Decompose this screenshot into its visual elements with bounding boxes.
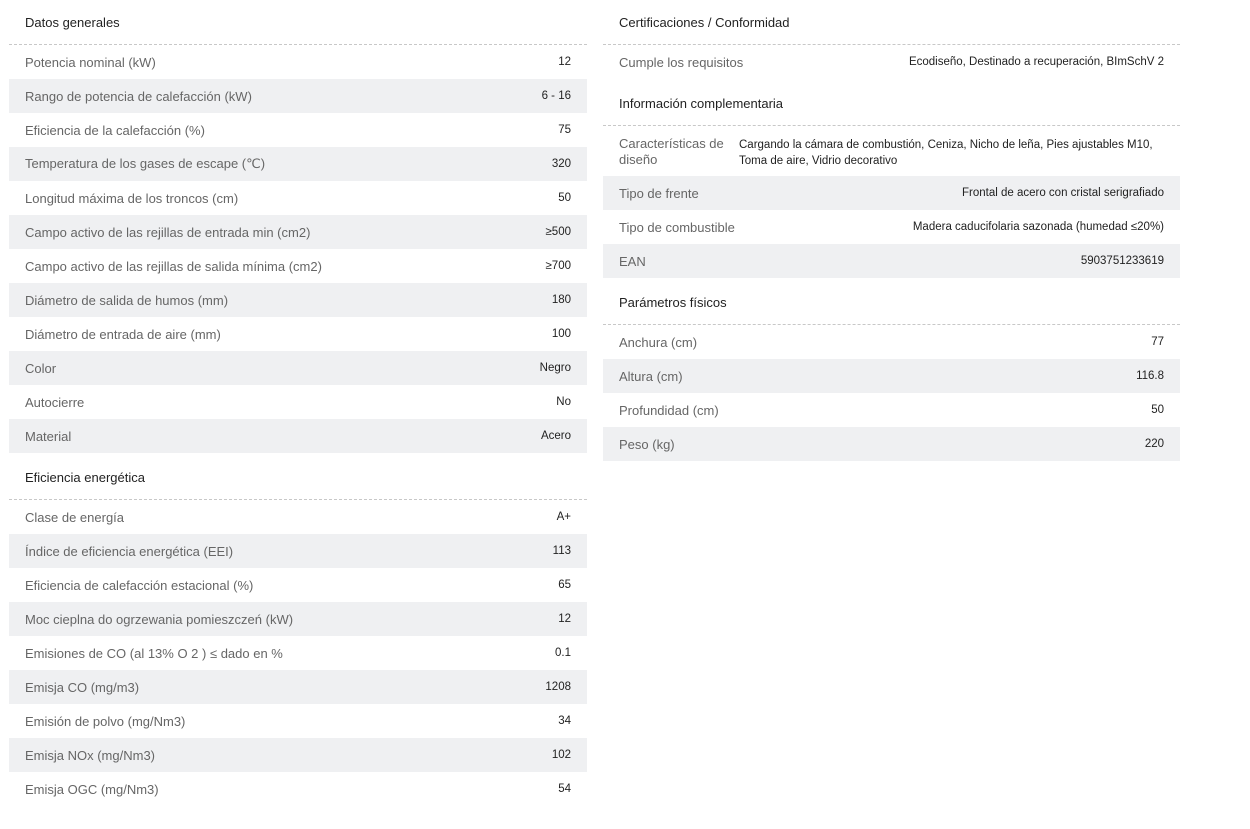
row-value: 6 - 16 (541, 90, 571, 102)
table-row (603, 325, 1180, 359)
table-row (9, 181, 587, 215)
row-label: Diámetro de entrada de aire (mm) (25, 326, 221, 342)
table-row (9, 772, 587, 806)
row-value: 50 (1151, 404, 1164, 416)
section-title-certificaciones: Certificaciones / Conformidad (603, 0, 1180, 45)
row-label: Diámetro de salida de humos (mm) (25, 292, 229, 308)
row-value: 54 (558, 783, 571, 795)
row-label: Profundidad (cm) (619, 402, 719, 418)
table-row (9, 602, 587, 636)
table-row (603, 176, 1180, 210)
row-value: 75 (558, 124, 571, 136)
row-label: Moc cieplna do ogrzewania pomieszczeń (kW) (25, 611, 294, 627)
table-row (9, 249, 587, 283)
row-value: 220 (1144, 438, 1164, 450)
row-label: Clase de energía (25, 509, 125, 525)
row-label: Eficiencia de la calefacción (%) (25, 122, 205, 138)
table-row (9, 351, 587, 385)
row-value: 5903751233619 (1080, 255, 1164, 267)
table-row (9, 147, 587, 181)
row-label: Tipo de frente (619, 185, 699, 201)
table-row (603, 244, 1180, 278)
table-row (9, 670, 587, 704)
row-value: Frontal de acero con cristal serigrafiado (962, 187, 1164, 199)
table-row (9, 534, 587, 568)
row-value: Negro (539, 362, 571, 374)
row-label: Emisja OGC (mg/Nm3) (25, 781, 159, 797)
row-label: Longitud máxima de los troncos (cm) (25, 190, 239, 206)
table-eficiencia-energetica (9, 500, 587, 806)
table-row (603, 210, 1180, 244)
table-row (9, 500, 587, 534)
row-label: Altura (cm) (619, 368, 683, 384)
table-row (9, 79, 587, 113)
row-value: 116.8 (1136, 370, 1164, 382)
row-label: Cumple los requisitos (619, 54, 744, 70)
row-value: 12 (558, 56, 571, 68)
row-label: Color (25, 360, 57, 376)
row-label: Características de diseño (619, 136, 724, 167)
table-row (603, 126, 1180, 176)
row-label: Peso (kg) (619, 436, 675, 452)
row-value: A+ (556, 511, 571, 523)
row-value: 180 (551, 294, 571, 306)
row-value: 1208 (545, 681, 571, 693)
table-row (9, 385, 587, 419)
row-label: Índice de eficiencia energética (EEI) (25, 543, 234, 559)
row-label: EAN (619, 253, 646, 269)
row-value: Cargando la cámara de combustión, Ceniza, Nicho de leña, Pies ajustables M10, Toma de aire, Vidrio decorativo (739, 139, 1153, 167)
table-informacion-complementaria (603, 126, 1180, 278)
row-value: ≥500 (545, 226, 571, 238)
right-column (603, 0, 1180, 461)
table-parametros-fisicos (603, 325, 1180, 461)
row-label: Eficiencia de calefacción estacional (%) (25, 577, 254, 593)
row-label: Tipo de combustible (619, 219, 735, 235)
table-row (603, 359, 1180, 393)
row-value: 65 (558, 579, 571, 591)
row-value: 102 (551, 749, 571, 761)
row-label: Temperatura de los gases de escape (℃) (25, 156, 266, 171)
row-value: Ecodiseño, Destinado a recuperación, BImSchV 2 (908, 56, 1164, 68)
row-value: 320 (551, 158, 571, 170)
row-label: Potencia nominal (kW) (25, 54, 156, 70)
row-label: Emisja CO (mg/m3) (25, 679, 140, 695)
row-label: Material (25, 428, 72, 444)
table-row (9, 738, 587, 772)
row-value: 12 (558, 613, 571, 625)
row-value: 34 (558, 715, 571, 727)
row-value: 50 (558, 192, 571, 204)
table-row (9, 419, 587, 453)
row-value: 100 (551, 328, 571, 340)
row-label: Emisiones de CO (al 13% O 2 ) ≤ dado en % (25, 645, 283, 661)
row-value: 77 (1151, 336, 1164, 348)
table-row (9, 215, 587, 249)
row-value: No (556, 396, 571, 408)
table-certificaciones (603, 45, 1180, 79)
table-datos-generales (9, 45, 587, 453)
row-label: Anchura (cm) (619, 334, 698, 350)
row-value: 113 (552, 545, 571, 557)
table-row (9, 283, 587, 317)
row-label: Emisión de polvo (mg/Nm3) (25, 713, 186, 729)
table-row (9, 568, 587, 602)
left-column (9, 0, 587, 806)
row-value: Madera caducifolaria sazonada (humedad ≤20%) (912, 221, 1164, 233)
table-row (9, 317, 587, 351)
table-row (9, 45, 587, 79)
row-value: Acero (540, 430, 571, 442)
section-title-informacion-complementaria: Información complementaria (603, 79, 1180, 126)
table-row (603, 45, 1180, 79)
section-title-eficiencia-energetica: Eficiencia energética (9, 453, 587, 500)
table-row (9, 704, 587, 738)
table-row (9, 636, 587, 670)
row-label: Campo activo de las rejillas de salida mínima (cm2) (25, 258, 322, 274)
row-value: ≥700 (545, 260, 571, 272)
table-row (9, 113, 587, 147)
table-row (603, 393, 1180, 427)
section-title-datos-generales: Datos generales (9, 0, 587, 45)
row-label: Rango de potencia de calefacción (kW) (25, 88, 252, 104)
row-label: Emisja NOx (mg/Nm3) (25, 747, 156, 763)
row-value: 0.1 (555, 647, 571, 659)
section-title-parametros-fisicos: Parámetros físicos (603, 278, 1180, 325)
row-label: Autocierre (25, 394, 85, 410)
row-label: Campo activo de las rejillas de entrada min (cm2) (25, 224, 311, 240)
table-row (603, 427, 1180, 461)
